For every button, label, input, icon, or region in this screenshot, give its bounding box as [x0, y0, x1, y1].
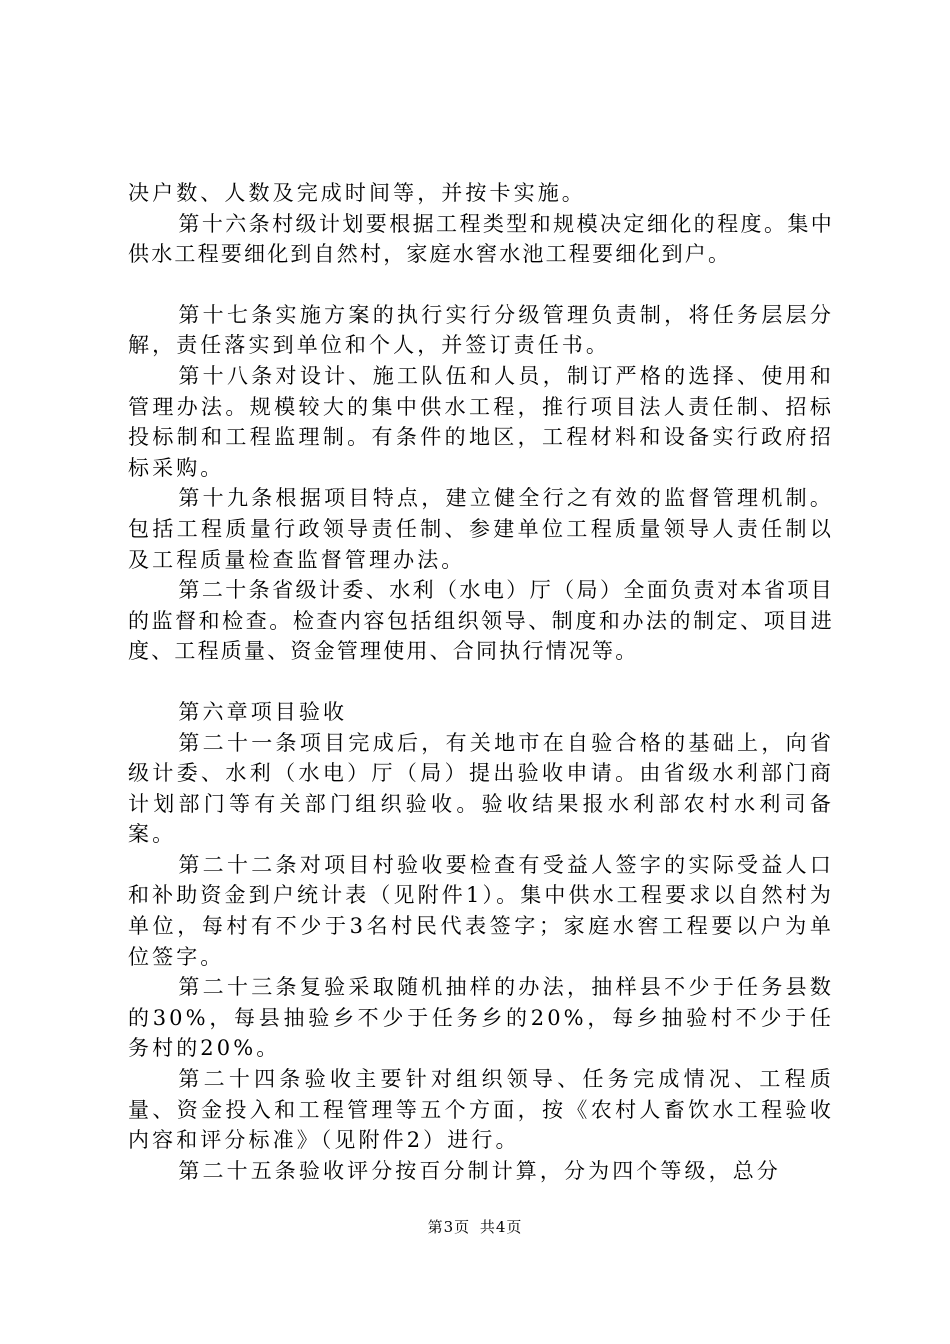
paragraph-article-25: 第二十五条验收评分按百分制计算，分为四个等级，总分 — [178, 1158, 781, 1183]
paragraph-article-24: 第二十四条验收主要针对组织领导、任务完成情况、工程质量、资金投入和工程管理等五个方面，按《农村人畜饮水工程验收内容和评分标准》（见附件2）进行。 — [128, 1067, 834, 1153]
blank-line — [128, 667, 834, 697]
paragraph-article-20: 第二十条省级计委、水利（水电）厅（局）全面负责对本省项目的监督和检查。检查内容包括组织领导、制度和办法的制定、项目进度、工程质量、资金管理使用、合同执行情况等。 — [128, 578, 834, 664]
total-pages: 共4页 — [479, 1218, 523, 1236]
paragraph-article-18: 第十八条对设计、施工队伍和人员，制订严格的选择、使用和管理办法。规模较大的集中供水工程，推行项目法人责任制、招标投标制和工程监理制。有条件的地区，工程材料和设备实行政府招标采购。 — [128, 363, 834, 480]
paragraph-article-16: 第十六条村级计划要根据工程类型和规模决定细化的程度。集中供水工程要细化到自然村，家庭水窖水池工程要细化到户。 — [128, 211, 834, 267]
chapter-heading: 第六章项目验收 — [178, 699, 348, 724]
paragraph-article-22: 第二十二条对项目村验收要检查有受益人签字的实际受益人口和补助资金到户统计表（见附件1）。集中供水工程要求以自然村为单位，每村有不少于3名村民代表签字；家庭水窖工程要以户为单位签字。 — [128, 852, 834, 969]
blank-line — [128, 270, 834, 300]
paragraph-continuation: 决户数、人数及完成时间等，并按卡实施。 — [128, 181, 586, 205]
paragraph-article-19: 第十九条根据项目特点，建立健全行之有效的监督管理机制。包括工程质量行政领导责任制、参建单位工程质量领导人责任制以及工程质量检查监督管理办法。 — [128, 486, 834, 572]
page-footer — [0, 1216, 950, 1237]
document-body — [128, 178, 834, 1186]
paragraph-article-17: 第十七条实施方案的执行实行分级管理负责制，将任务层层分解，责任落实到单位和个人，并签订责任书。 — [128, 302, 834, 358]
paragraph-article-21: 第二十一条项目完成后，有关地市在自验合格的基础上，向省级计委、水利（水电）厅（局）提出验收申请。由省级水利部门商计划部门等有关部门组织验收。验收结果报水利部农村水利司备案。 — [128, 730, 834, 847]
page-number: 第3页 — [427, 1218, 471, 1236]
paragraph-article-23: 第二十三条复验采取随机抽样的办法，抽样县不少于任务县数的30%，每县抽验乡不少于任务乡的20%，每乡抽验村不少于任务村的20%。 — [128, 975, 834, 1061]
